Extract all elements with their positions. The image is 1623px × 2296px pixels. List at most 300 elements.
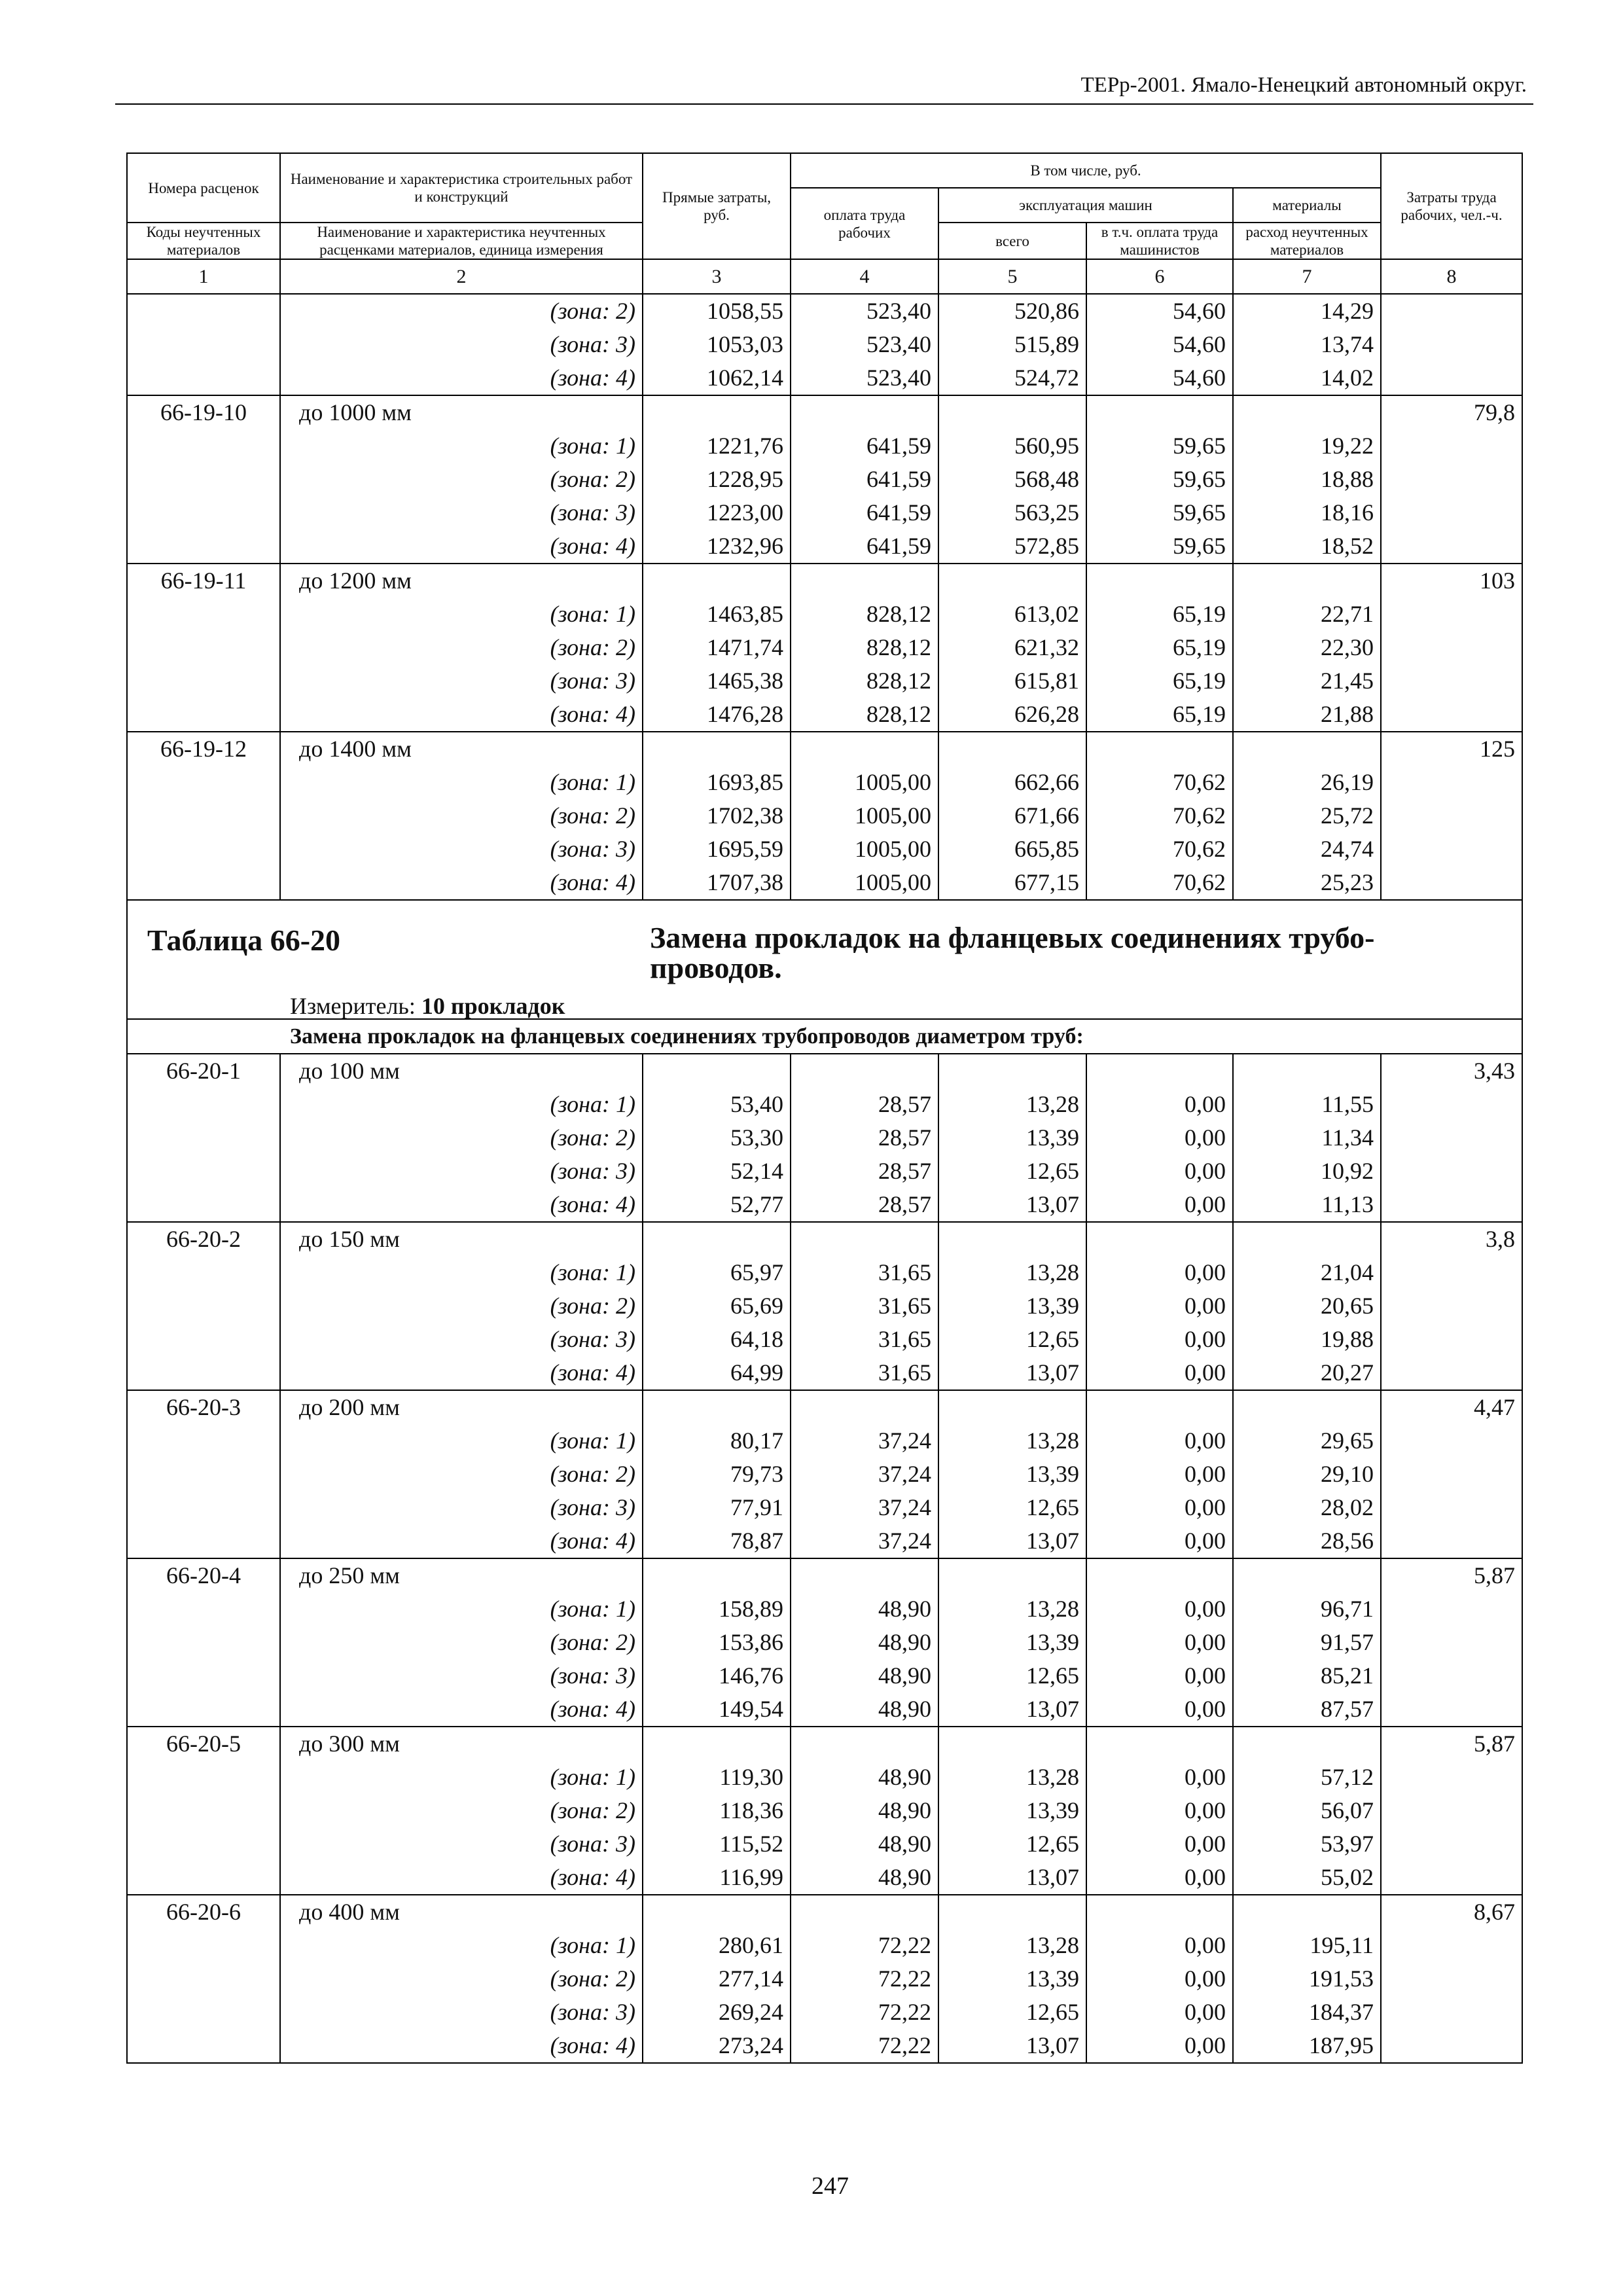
work-name: до 1000 мм [280, 395, 643, 429]
materials: 19,88 [1233, 1323, 1381, 1356]
rate-code-cell [127, 529, 280, 564]
zone-label: (зона: 4) [280, 2029, 643, 2063]
direct-costs: 1465,38 [643, 664, 791, 698]
machines-labor: 0,00 [1086, 1458, 1233, 1491]
zone-label: (зона: 3) [280, 1155, 643, 1188]
price-table [126, 152, 1523, 2064]
machines-labor: 0,00 [1086, 1088, 1233, 1121]
section-subheading: Замена прокладок на фланцевых соединениях трубопроводов диаметром труб: [127, 1019, 1522, 1054]
direct-costs: 1695,59 [643, 833, 791, 866]
machines-labor: 70,62 [1086, 866, 1233, 900]
materials: 21,04 [1233, 1256, 1381, 1289]
machines-labor: 54,60 [1086, 361, 1233, 395]
labor-cost [1381, 1962, 1522, 1996]
table-row [127, 1929, 1522, 1962]
materials: 20,65 [1233, 1289, 1381, 1323]
machines-total: 520,86 [938, 294, 1086, 328]
materials: 11,13 [1233, 1188, 1381, 1222]
direct-costs: 77,91 [643, 1491, 791, 1524]
zone-label: (зона: 2) [280, 1794, 643, 1827]
zone-label: (зона: 1) [280, 1424, 643, 1458]
table-row [127, 799, 1522, 833]
rate-code-cell [127, 1323, 280, 1356]
header-material-names: Наименование и характеристика неучтенных расценками материалов, единица измерения [280, 223, 643, 259]
table-row [127, 1155, 1522, 1188]
labor-cost: 8,67 [1381, 1895, 1522, 1929]
labor-cost [1381, 1996, 1522, 2029]
materials: 91,57 [1233, 1626, 1381, 1659]
labor-pay: 48,90 [791, 1659, 938, 1693]
direct-costs: 1463,85 [643, 598, 791, 631]
labor-pay: 1005,00 [791, 866, 938, 900]
machines-total: 13,28 [938, 1424, 1086, 1458]
table-row [127, 529, 1522, 564]
table-row [127, 1659, 1522, 1693]
machines-labor: 0,00 [1086, 1794, 1233, 1827]
rate-code-cell [127, 463, 280, 496]
labor-cost [1381, 496, 1522, 529]
materials: 184,37 [1233, 1996, 1381, 2029]
page-number: 247 [812, 2172, 849, 2200]
machines-total: 665,85 [938, 833, 1086, 866]
empty-cell [791, 1390, 938, 1424]
labor-cost [1381, 1929, 1522, 1962]
machines-total: 626,28 [938, 698, 1086, 732]
machines-total: 12,65 [938, 1659, 1086, 1693]
labor-cost [1381, 1794, 1522, 1827]
work-name: до 300 мм [280, 1727, 643, 1761]
machines-total: 671,66 [938, 799, 1086, 833]
zone-label: (зона: 2) [280, 1458, 643, 1491]
header-materials: материалы [1233, 188, 1381, 223]
machines-labor: 59,65 [1086, 429, 1233, 463]
materials: 22,71 [1233, 598, 1381, 631]
machines-labor: 0,00 [1086, 1356, 1233, 1390]
materials: 20,27 [1233, 1356, 1381, 1390]
header-materials-unaccounted: расход неучтенных материалов [1233, 223, 1381, 259]
machines-labor: 70,62 [1086, 799, 1233, 833]
direct-costs: 1702,38 [643, 799, 791, 833]
empty-cell [791, 1558, 938, 1592]
rate-code-cell [127, 833, 280, 866]
labor-cost [1381, 1188, 1522, 1222]
direct-costs: 115,52 [643, 1827, 791, 1861]
labor-cost: 3,8 [1381, 1222, 1522, 1256]
machines-total: 560,95 [938, 429, 1086, 463]
labor-pay: 31,65 [791, 1289, 938, 1323]
header-material-codes: Коды неучтенных материалов [127, 223, 280, 259]
machines-labor: 0,00 [1086, 1524, 1233, 1558]
zone-label: (зона: 3) [280, 1491, 643, 1524]
materials: 85,21 [1233, 1659, 1381, 1693]
machines-labor: 54,60 [1086, 294, 1233, 328]
direct-costs: 53,30 [643, 1121, 791, 1155]
zone-label: (зона: 4) [280, 1693, 643, 1727]
empty-cell [643, 1054, 791, 1088]
materials: 10,92 [1233, 1155, 1381, 1188]
labor-pay: 48,90 [791, 1592, 938, 1626]
rate-code-cell [127, 1962, 280, 1996]
table-row [127, 631, 1522, 664]
labor-cost [1381, 2029, 1522, 2063]
rate-code-cell [127, 1592, 280, 1626]
labor-cost [1381, 328, 1522, 361]
machines-total: 13,39 [938, 1289, 1086, 1323]
materials: 29,65 [1233, 1424, 1381, 1458]
zone-label: (зона: 3) [280, 1827, 643, 1861]
table-row [127, 1088, 1522, 1121]
machines-total: 12,65 [938, 1491, 1086, 1524]
zone-label: (зона: 3) [280, 1996, 643, 2029]
machines-total: 12,65 [938, 1996, 1086, 2029]
table-row [127, 294, 1522, 328]
materials: 19,22 [1233, 429, 1381, 463]
labor-cost: 103 [1381, 564, 1522, 598]
materials: 25,72 [1233, 799, 1381, 833]
table-row [127, 1827, 1522, 1861]
rate-code-cell [127, 1861, 280, 1895]
machines-labor: 65,19 [1086, 664, 1233, 698]
machines-labor: 0,00 [1086, 1424, 1233, 1458]
table-body-top [127, 294, 1522, 395]
zone-label: (зона: 4) [280, 1188, 643, 1222]
labor-cost: 4,47 [1381, 1390, 1522, 1424]
header-machines: эксплуатация машин [938, 188, 1233, 223]
machines-total: 677,15 [938, 866, 1086, 900]
labor-cost [1381, 866, 1522, 900]
direct-costs: 149,54 [643, 1693, 791, 1727]
machines-labor: 0,00 [1086, 1188, 1233, 1222]
labor-pay: 48,90 [791, 1761, 938, 1794]
zone-label: (зона: 2) [280, 631, 643, 664]
machines-labor: 0,00 [1086, 1827, 1233, 1861]
direct-costs: 269,24 [643, 1996, 791, 2029]
empty-cell [938, 395, 1086, 429]
labor-pay: 48,90 [791, 1626, 938, 1659]
machines-labor: 0,00 [1086, 1121, 1233, 1155]
rate-code: 66-20-1 [127, 1054, 280, 1088]
labor-cost [1381, 833, 1522, 866]
machines-labor: 70,62 [1086, 766, 1233, 799]
zone-label: (зона: 1) [280, 429, 643, 463]
labor-cost [1381, 1659, 1522, 1693]
work-name: до 250 мм [280, 1558, 643, 1592]
table-row [127, 328, 1522, 361]
table-row [127, 1996, 1522, 2029]
direct-costs: 277,14 [643, 1962, 791, 1996]
rate-code-cell [127, 866, 280, 900]
header-machines-total: всего [938, 223, 1086, 259]
empty-cell [791, 1895, 938, 1929]
machines-total: 524,72 [938, 361, 1086, 395]
direct-costs: 79,73 [643, 1458, 791, 1491]
direct-costs: 1232,96 [643, 529, 791, 564]
table-row [127, 1727, 1522, 1761]
labor-pay: 37,24 [791, 1491, 938, 1524]
materials: 28,02 [1233, 1491, 1381, 1524]
materials: 55,02 [1233, 1861, 1381, 1895]
table-row [127, 395, 1522, 429]
labor-pay: 28,57 [791, 1188, 938, 1222]
labor-pay: 828,12 [791, 631, 938, 664]
labor-cost [1381, 1289, 1522, 1323]
labor-cost [1381, 598, 1522, 631]
labor-cost [1381, 1121, 1522, 1155]
empty-cell [1086, 1558, 1233, 1592]
materials: 57,12 [1233, 1761, 1381, 1794]
column-number: 1 [127, 259, 280, 294]
zone-label: (зона: 2) [280, 1962, 643, 1996]
labor-pay: 641,59 [791, 463, 938, 496]
labor-pay: 523,40 [791, 294, 938, 328]
zone-label: (зона: 2) [280, 1121, 643, 1155]
rate-code-cell [127, 1929, 280, 1962]
machines-total: 662,66 [938, 766, 1086, 799]
machines-total: 568,48 [938, 463, 1086, 496]
direct-costs: 146,76 [643, 1659, 791, 1693]
zone-label: (зона: 2) [280, 1626, 643, 1659]
labor-pay: 72,22 [791, 1929, 938, 1962]
labor-cost: 5,87 [1381, 1727, 1522, 1761]
empty-cell [1086, 1222, 1233, 1256]
table-row [127, 1256, 1522, 1289]
empty-cell [938, 1054, 1086, 1088]
work-name: до 200 мм [280, 1390, 643, 1424]
rate-code-cell [127, 1155, 280, 1188]
machines-total: 13,28 [938, 1088, 1086, 1121]
labor-cost [1381, 766, 1522, 799]
zone-label: (зона: 3) [280, 1323, 643, 1356]
unit-value: 10 прокладок [421, 993, 565, 1019]
direct-costs: 116,99 [643, 1861, 791, 1895]
materials: 87,57 [1233, 1693, 1381, 1727]
column-number: 3 [643, 259, 791, 294]
unit-label: Измеритель: [290, 993, 416, 1019]
table-row [127, 1188, 1522, 1222]
empty-cell [938, 564, 1086, 598]
empty-cell [1086, 1895, 1233, 1929]
machines-total: 572,85 [938, 529, 1086, 564]
rate-code-cell [127, 361, 280, 395]
materials: 53,97 [1233, 1827, 1381, 1861]
labor-cost: 125 [1381, 732, 1522, 766]
table-row [127, 496, 1522, 529]
work-name: до 1400 мм [280, 732, 643, 766]
materials: 29,10 [1233, 1458, 1381, 1491]
machines-total: 613,02 [938, 598, 1086, 631]
empty-cell [938, 732, 1086, 766]
materials: 26,19 [1233, 766, 1381, 799]
rate-code-cell [127, 294, 280, 328]
direct-costs: 280,61 [643, 1929, 791, 1962]
materials: 96,71 [1233, 1592, 1381, 1626]
machines-labor: 0,00 [1086, 1693, 1233, 1727]
empty-cell [1086, 732, 1233, 766]
machines-labor: 0,00 [1086, 1861, 1233, 1895]
labor-pay: 48,90 [791, 1693, 938, 1727]
empty-cell [938, 1727, 1086, 1761]
rate-code-cell [127, 1659, 280, 1693]
direct-costs: 53,40 [643, 1088, 791, 1121]
labor-cost [1381, 529, 1522, 564]
empty-cell [643, 1895, 791, 1929]
machines-total: 13,39 [938, 1626, 1086, 1659]
materials: 14,02 [1233, 361, 1381, 395]
table-title-block [127, 900, 1522, 1054]
table-row [127, 766, 1522, 799]
materials: 22,30 [1233, 631, 1381, 664]
empty-cell [1086, 1390, 1233, 1424]
table-row [127, 1491, 1522, 1524]
machines-labor: 0,00 [1086, 1256, 1233, 1289]
direct-costs: 1228,95 [643, 463, 791, 496]
zone-label: (зона: 4) [280, 1356, 643, 1390]
empty-cell [938, 1390, 1086, 1424]
direct-costs: 118,36 [643, 1794, 791, 1827]
rate-code-cell [127, 328, 280, 361]
machines-total: 621,32 [938, 631, 1086, 664]
table-row [127, 429, 1522, 463]
table-title: Замена прокладок на фланцевых соединениях трубо-проводов. [650, 921, 1375, 984]
machines-labor: 59,65 [1086, 463, 1233, 496]
table-body-66-20 [127, 1054, 1522, 2063]
header-labor-pay: оплата труда рабочих [791, 188, 938, 259]
machines-labor: 65,19 [1086, 598, 1233, 631]
labor-pay: 828,12 [791, 698, 938, 732]
machines-labor: 0,00 [1086, 1626, 1233, 1659]
labor-cost [1381, 463, 1522, 496]
machines-total: 13,07 [938, 2029, 1086, 2063]
zone-label: (зона: 4) [280, 698, 643, 732]
table-row [127, 1558, 1522, 1592]
rate-code-cell [127, 1827, 280, 1861]
rate-code-cell [127, 496, 280, 529]
materials: 21,88 [1233, 698, 1381, 732]
empty-cell [1233, 1895, 1381, 1929]
zone-label: (зона: 3) [280, 1659, 643, 1693]
labor-cost [1381, 1356, 1522, 1390]
zone-label: (зона: 1) [280, 1256, 643, 1289]
empty-cell [1233, 1390, 1381, 1424]
table-body-66-19 [127, 395, 1522, 900]
labor-pay: 48,90 [791, 1861, 938, 1895]
labor-cost: 5,87 [1381, 1558, 1522, 1592]
rate-code-cell [127, 799, 280, 833]
labor-pay: 28,57 [791, 1088, 938, 1121]
labor-cost [1381, 664, 1522, 698]
rate-code-cell [127, 1256, 280, 1289]
empty-cell [1233, 395, 1381, 429]
labor-cost [1381, 1524, 1522, 1558]
empty-cell [643, 1558, 791, 1592]
machines-total: 13,07 [938, 1861, 1086, 1895]
machines-labor: 0,00 [1086, 1659, 1233, 1693]
labor-pay: 641,59 [791, 496, 938, 529]
machines-labor: 0,00 [1086, 1323, 1233, 1356]
machines-total: 13,28 [938, 1929, 1086, 1962]
labor-cost [1381, 1592, 1522, 1626]
direct-costs: 1476,28 [643, 698, 791, 732]
header-direct-costs: Прямые затраты, руб. [643, 153, 791, 259]
machines-total: 13,28 [938, 1592, 1086, 1626]
direct-costs: 158,89 [643, 1592, 791, 1626]
rate-code-cell [127, 1693, 280, 1727]
machines-total: 13,07 [938, 1356, 1086, 1390]
work-name: до 100 мм [280, 1054, 643, 1088]
rate-code-cell [127, 1424, 280, 1458]
direct-costs: 1471,74 [643, 631, 791, 664]
table-row [127, 1121, 1522, 1155]
rate-code-cell [127, 598, 280, 631]
direct-costs: 1053,03 [643, 328, 791, 361]
empty-cell [938, 1558, 1086, 1592]
empty-cell [791, 1054, 938, 1088]
empty-cell [1086, 564, 1233, 598]
rate-code: 66-19-12 [127, 732, 280, 766]
direct-costs: 1221,76 [643, 429, 791, 463]
labor-pay: 72,22 [791, 1996, 938, 2029]
zone-label: (зона: 1) [280, 1929, 643, 1962]
materials: 195,11 [1233, 1929, 1381, 1962]
rate-code-cell [127, 1491, 280, 1524]
empty-cell [643, 1222, 791, 1256]
table-row [127, 1289, 1522, 1323]
table-row [127, 1693, 1522, 1727]
rate-code: 66-20-4 [127, 1558, 280, 1592]
zone-label: (зона: 2) [280, 294, 643, 328]
labor-cost [1381, 294, 1522, 328]
materials: 21,45 [1233, 664, 1381, 698]
rate-code: 66-19-10 [127, 395, 280, 429]
direct-costs: 80,17 [643, 1424, 791, 1458]
materials: 28,56 [1233, 1524, 1381, 1558]
zone-label: (зона: 1) [280, 766, 643, 799]
column-number: 7 [1233, 259, 1381, 294]
rate-code-cell [127, 1996, 280, 2029]
rate-code-cell [127, 1794, 280, 1827]
table-row [127, 1592, 1522, 1626]
rate-code-cell [127, 1088, 280, 1121]
empty-cell [791, 732, 938, 766]
rate-code-cell [127, 1289, 280, 1323]
zone-label: (зона: 4) [280, 1524, 643, 1558]
zone-label: (зона: 3) [280, 833, 643, 866]
machines-total: 13,07 [938, 1188, 1086, 1222]
empty-cell [1233, 1222, 1381, 1256]
rate-code-cell [127, 1458, 280, 1491]
zone-label: (зона: 3) [280, 496, 643, 529]
machines-labor: 59,65 [1086, 496, 1233, 529]
direct-costs: 64,18 [643, 1323, 791, 1356]
materials: 187,95 [1233, 2029, 1381, 2063]
machines-total: 13,39 [938, 1794, 1086, 1827]
table-row [127, 361, 1522, 395]
machines-total: 13,39 [938, 1458, 1086, 1491]
labor-cost [1381, 429, 1522, 463]
table-row [127, 664, 1522, 698]
header-work-name: Наименование и характеристика строительных работ и конструкций [280, 153, 643, 223]
labor-pay: 48,90 [791, 1827, 938, 1861]
table-row [127, 698, 1522, 732]
zone-label: (зона: 1) [280, 1761, 643, 1794]
labor-pay: 1005,00 [791, 766, 938, 799]
column-number: 6 [1086, 259, 1233, 294]
zone-label: (зона: 3) [280, 664, 643, 698]
table-row [127, 1761, 1522, 1794]
empty-cell [1233, 732, 1381, 766]
table-row [127, 1962, 1522, 1996]
header-in-total: В том числе, руб. [791, 153, 1381, 188]
